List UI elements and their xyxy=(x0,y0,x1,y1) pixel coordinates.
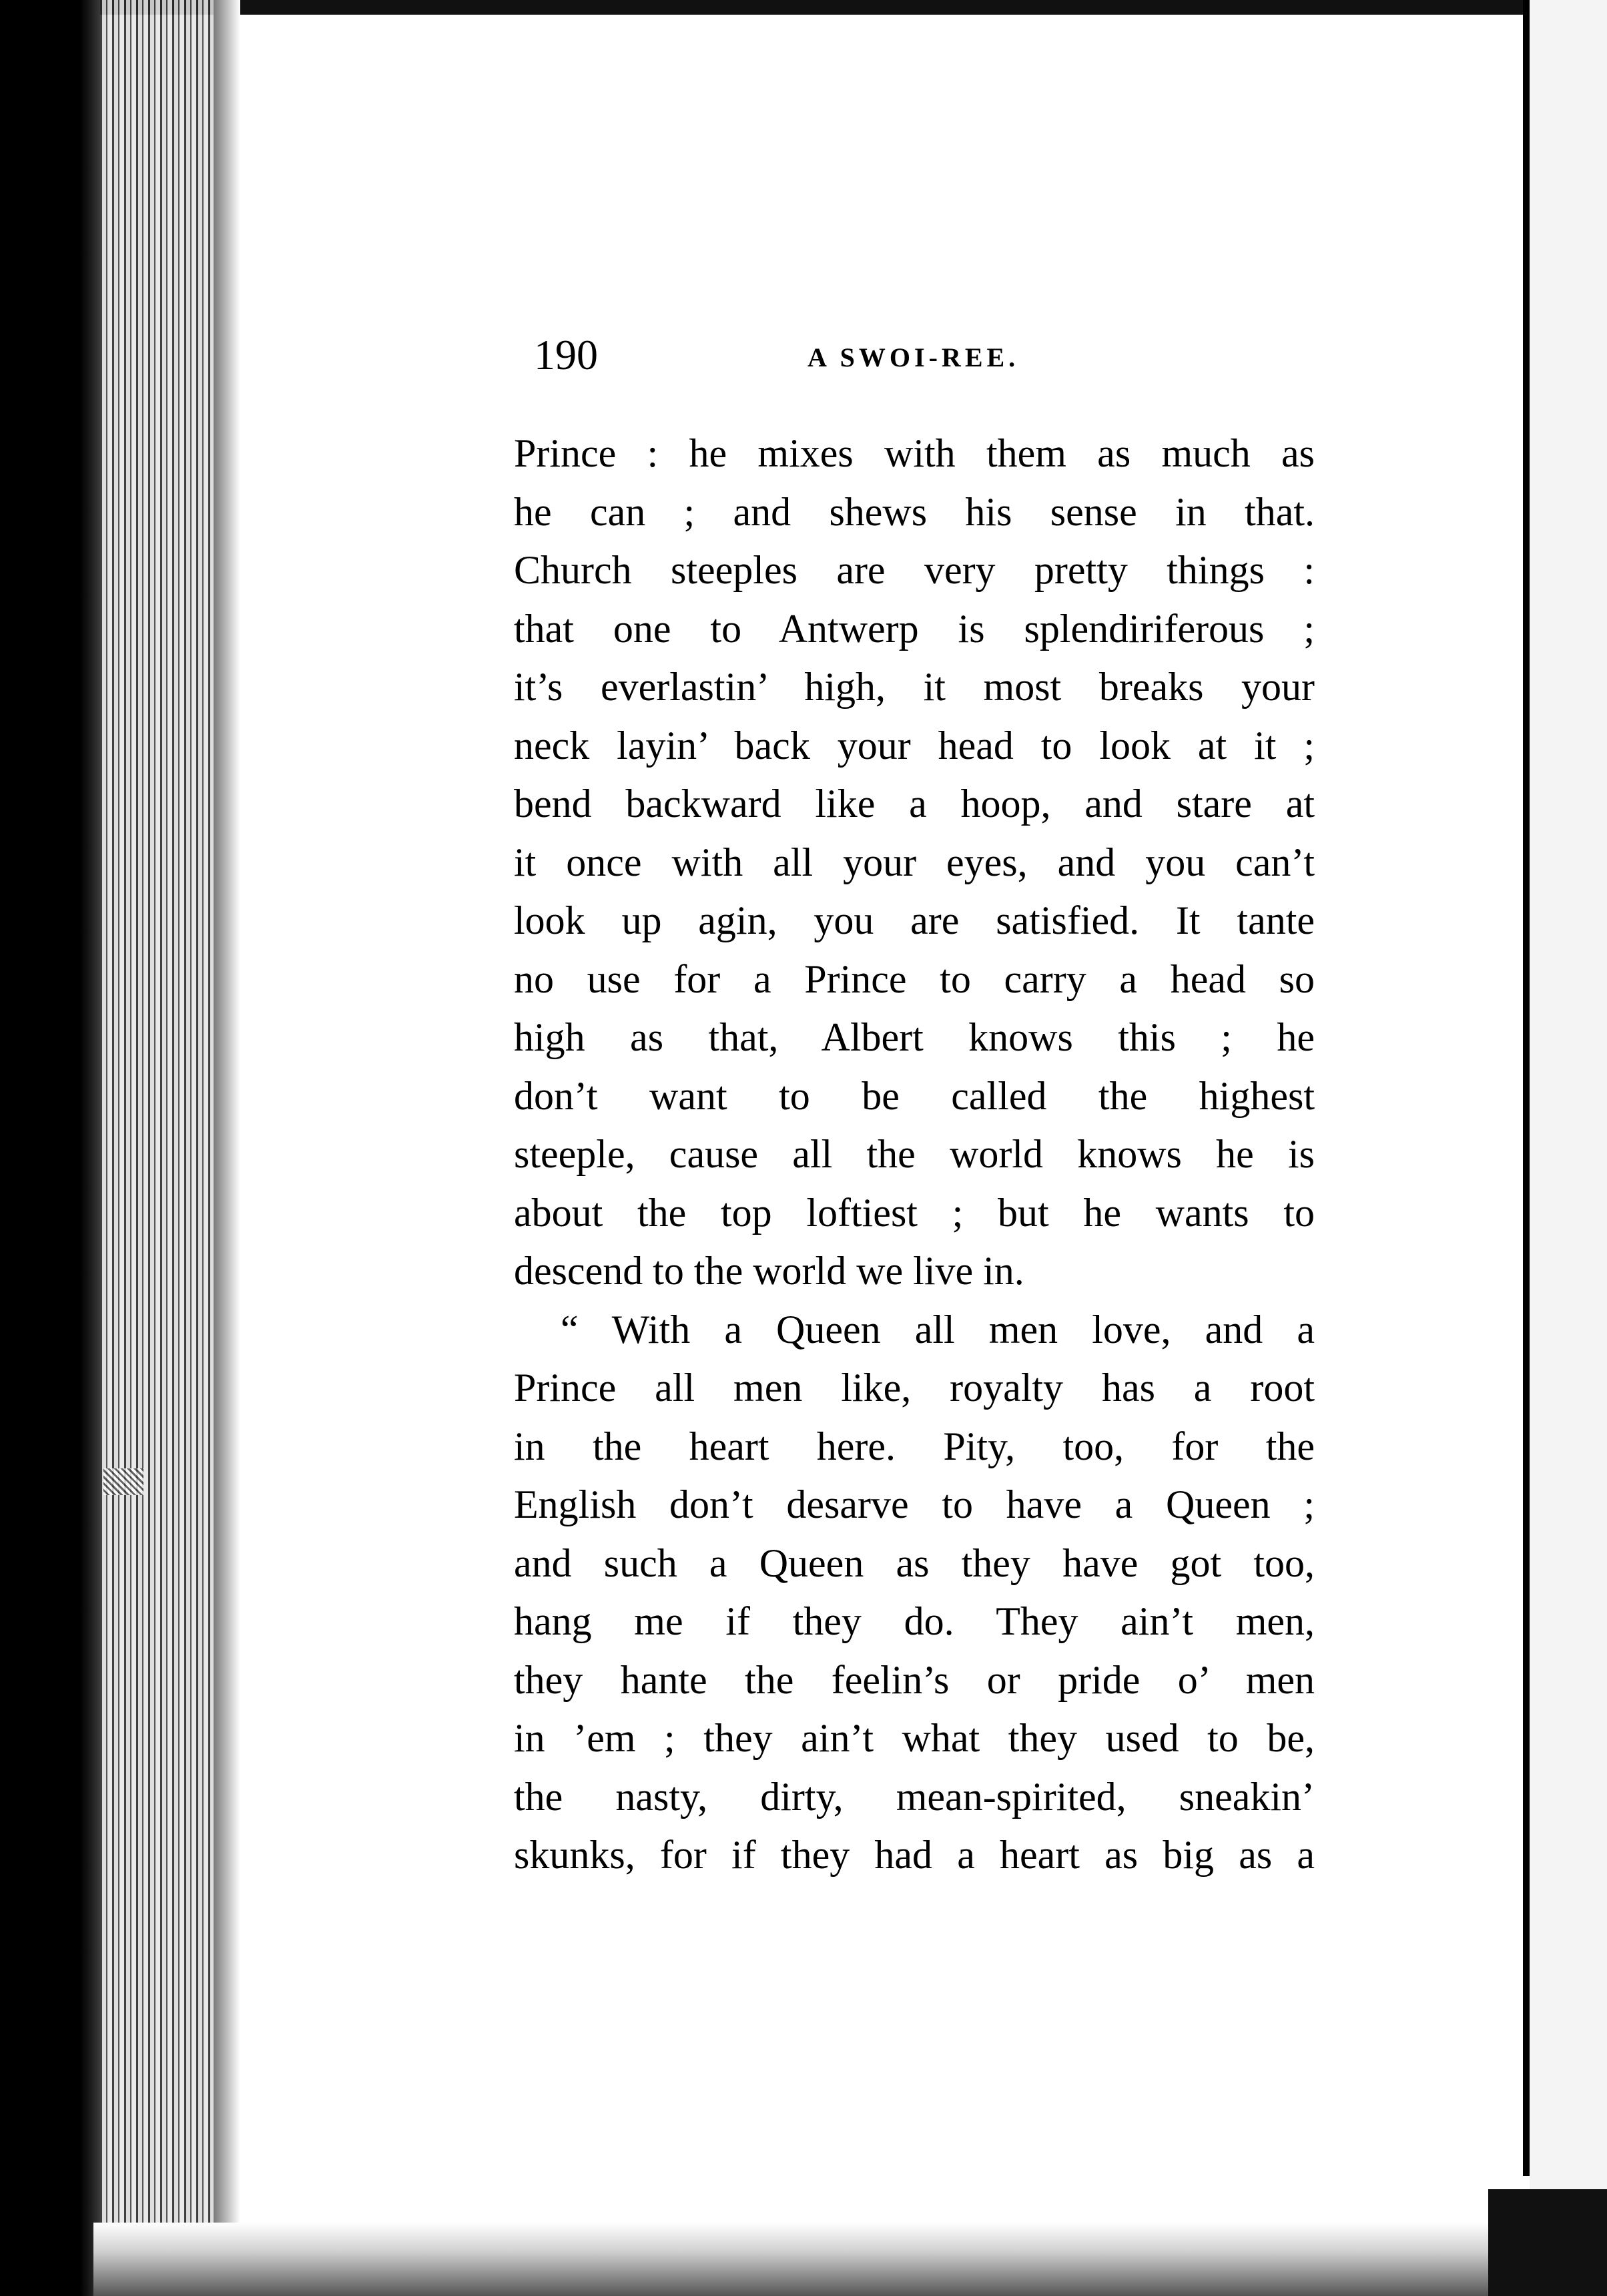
running-head: A SWOI-REE. xyxy=(808,342,1020,372)
text-line: hang me if they do. They ain’t men, xyxy=(514,1599,1315,1643)
text-line: bend backward like a hoop, and stare at xyxy=(514,782,1315,826)
text-line: Church steeples are very pretty things : xyxy=(514,548,1315,592)
text-line: in ’em ; they ain’t what they used to be, xyxy=(514,1716,1315,1760)
text-line: the nasty, dirty, mean-spirited, sneakin’ xyxy=(514,1774,1315,1819)
text-line: Prince : he mixes with them as much as xyxy=(514,431,1315,475)
page-edges xyxy=(100,0,214,2296)
book-binding xyxy=(0,0,100,2296)
text-line: look up agin, you are satisfied. It tante xyxy=(514,898,1315,942)
text-line: English don’t desarve to have a Queen ; xyxy=(514,1482,1315,1526)
page-number: 190 xyxy=(534,331,598,378)
text-line: “ With a Queen all men love, and a xyxy=(561,1307,1315,1352)
body-text xyxy=(514,424,1315,1885)
gutter-shadow xyxy=(214,0,240,2296)
text-line: that one to Antwerp is splendiriferous ; xyxy=(514,606,1315,651)
facing-page-margin xyxy=(1530,0,1607,2296)
top-scan-edge xyxy=(0,0,1607,15)
text-line: steeple, cause all the world knows he is xyxy=(514,1132,1315,1176)
text-line: it once with all your eyes, and you can’t xyxy=(514,840,1315,884)
text-line: don’t want to be called the highest xyxy=(514,1073,1315,1118)
text-line: in the heart here. Pity, too, for the xyxy=(514,1424,1315,1468)
bottom-right-corner xyxy=(1488,2189,1607,2296)
text-line: about the top loftiest ; but he wants to xyxy=(514,1190,1315,1235)
text-line: they hante the feelin’s or pride o’ men xyxy=(514,1657,1315,1702)
text-line: Prince all men like, royalty has a root xyxy=(514,1366,1315,1410)
bottom-scan-edge xyxy=(93,2223,1528,2296)
facing-page-edge xyxy=(1523,0,1530,2176)
page-header xyxy=(534,328,1308,388)
text-line: high as that, Albert knows this ; he xyxy=(514,1015,1315,1059)
text-line: he can ; and shews his sense in that. xyxy=(514,489,1315,534)
text-line: it’s everlastin’ high, it most breaks your xyxy=(514,665,1315,709)
text-line: skunks, for if they had a heart as big as a xyxy=(514,1833,1315,1877)
text-line: descend to the world we live in. xyxy=(514,1249,1024,1293)
text-line: neck layin’ back your head to look at it ; xyxy=(514,723,1315,768)
text-line: no use for a Prince to carry a head so xyxy=(514,956,1315,1001)
text-line: and such a Queen as they have got too, xyxy=(514,1540,1315,1585)
scan-artifact xyxy=(103,1468,143,1495)
